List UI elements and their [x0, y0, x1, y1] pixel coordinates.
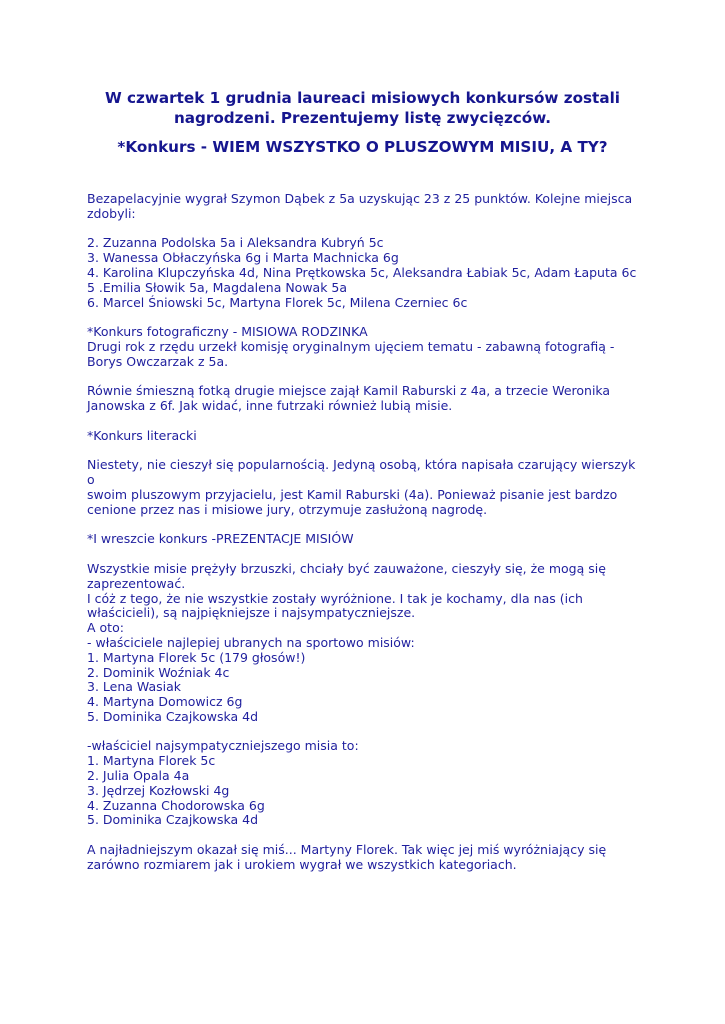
- list-item: 4. Karolina Klupczyńska 4d, Nina Prętkowska 5c, Aleksandra Łabiak 5c, Adam Łaputa 6c: [87, 264, 637, 280]
- list-item: 5. Dominika Czajkowska 4d: [87, 708, 259, 724]
- list-item: 3. Lena Wasiak: [87, 679, 181, 695]
- list-item: 5 .Emilia Słowik 5a, Magdalena Nowak 5a: [87, 279, 348, 295]
- contest3-text-line: swoim pluszowym przyjacielu, jest Kamil Raburski (4a). Ponieważ pisanie jest bardzo: [87, 486, 618, 502]
- document-body: [87, 192, 647, 873]
- contest2-more-line: Równie śmieszną fotką drugie miejsce zajął Kamil Raburski z 4a, a trzecie Weronika: [87, 383, 611, 399]
- announcement-heading: [60, 88, 665, 128]
- final-line: zarówno rozmiarem jak i urokiem wygrał we wszystkich kategoriach.: [87, 856, 517, 872]
- contest1-intro-line: Bezapelacyjnie wygrał Szymon Dąbek z 5a uzyskując 23 z 25 punktów. Kolejne miejsca: [87, 191, 633, 206]
- list-item: 2. Dominik Woźniak 4c: [87, 664, 230, 680]
- contest4-text-line: zaprezentować.: [87, 575, 186, 591]
- list-item: 2. Julia Opala 4a: [87, 768, 190, 784]
- list-item: 6. Marcel Śniowski 5c, Martyna Florek 5c, Milena Czerniec 6c: [87, 294, 468, 310]
- contest4-text-line: Wszystkie misie prężyły brzuszki, chciały być zauważone, cieszyły się, że mogą się: [87, 560, 606, 576]
- list-item: 2. Zuzanna Podolska 5a i Aleksandra Kubryń 5c: [87, 235, 384, 251]
- contest4-title: *I wreszcie konkurs -PREZENTACJE MISIÓW: [87, 531, 354, 547]
- contest2-text-line: Borys Owczarzak z 5a.: [87, 353, 229, 369]
- contest2-text-line: Drugi rok z rzędu urzekł komisję oryginalnym ujęciem tematu - zabawną fotografią -: [87, 338, 615, 354]
- heading-line-1: W czwartek 1 grudnia laureaci misiowych konkursów zostali: [105, 89, 620, 107]
- contest2-title: *Konkurs fotograficzny - MISIOWA RODZINKA: [87, 324, 368, 340]
- heading-line-2: nagrodzeni. Prezentujemy listę zwycięzców.: [173, 109, 552, 127]
- contest1-title: *Konkurs - WIEM WSZYSTKO O PLUSZOWYM MISIU, A TY?: [117, 138, 608, 156]
- list-item: 4. Martyna Domowicz 6g: [87, 694, 243, 710]
- list-item: 3. Wanessa Obłaczyńska 6g i Marta Machnicka 6g: [87, 250, 399, 266]
- contest4-text-line: I cóż z tego, że nie wszystkie zostały wyróżnione. I tak je kochamy, dla nas (ich: [87, 590, 583, 606]
- contest2-more-line: Janowska z 6f. Jak widać, inne futrzaki również lubią misie.: [87, 398, 453, 414]
- list1-title: - właściciele najlepiej ubranych na sportowo misiów:: [87, 634, 415, 650]
- contest4-text-line: A oto:: [87, 620, 124, 636]
- list-item: 4. Zuzanna Chodorowska 6g: [87, 797, 265, 813]
- list-item: 5. Dominika Czajkowska 4d: [87, 812, 259, 828]
- list-item: 3. Jędrzej Kozłowski 4g: [87, 782, 230, 798]
- contest3-text-line: Niestety, nie cieszył się popularnością. Jedyną osobą, która napisała czarujący wierszyk o: [87, 457, 640, 488]
- list-item: 1. Martyna Florek 5c (179 głosów!): [87, 649, 306, 665]
- contest4-text-line: właścicieli), są najpiękniejsze i najsympatyczniejsze.: [87, 605, 416, 621]
- contest1-intro-line: zdobyli:: [87, 205, 136, 221]
- list-item: 1. Martyna Florek 5c: [87, 753, 216, 769]
- list2-title: -właściciel najsympatyczniejszego misia to:: [87, 738, 359, 754]
- final-line: A najładniejszym okazał się miś... Martyny Florek. Tak więc jej miś wyróżniający się: [87, 842, 607, 858]
- contest3-title: *Konkurs literacki: [87, 427, 197, 443]
- contest3-text-line: cenione przez nas i misiowe jury, otrzymuje zasłużoną nagrodę.: [87, 501, 488, 517]
